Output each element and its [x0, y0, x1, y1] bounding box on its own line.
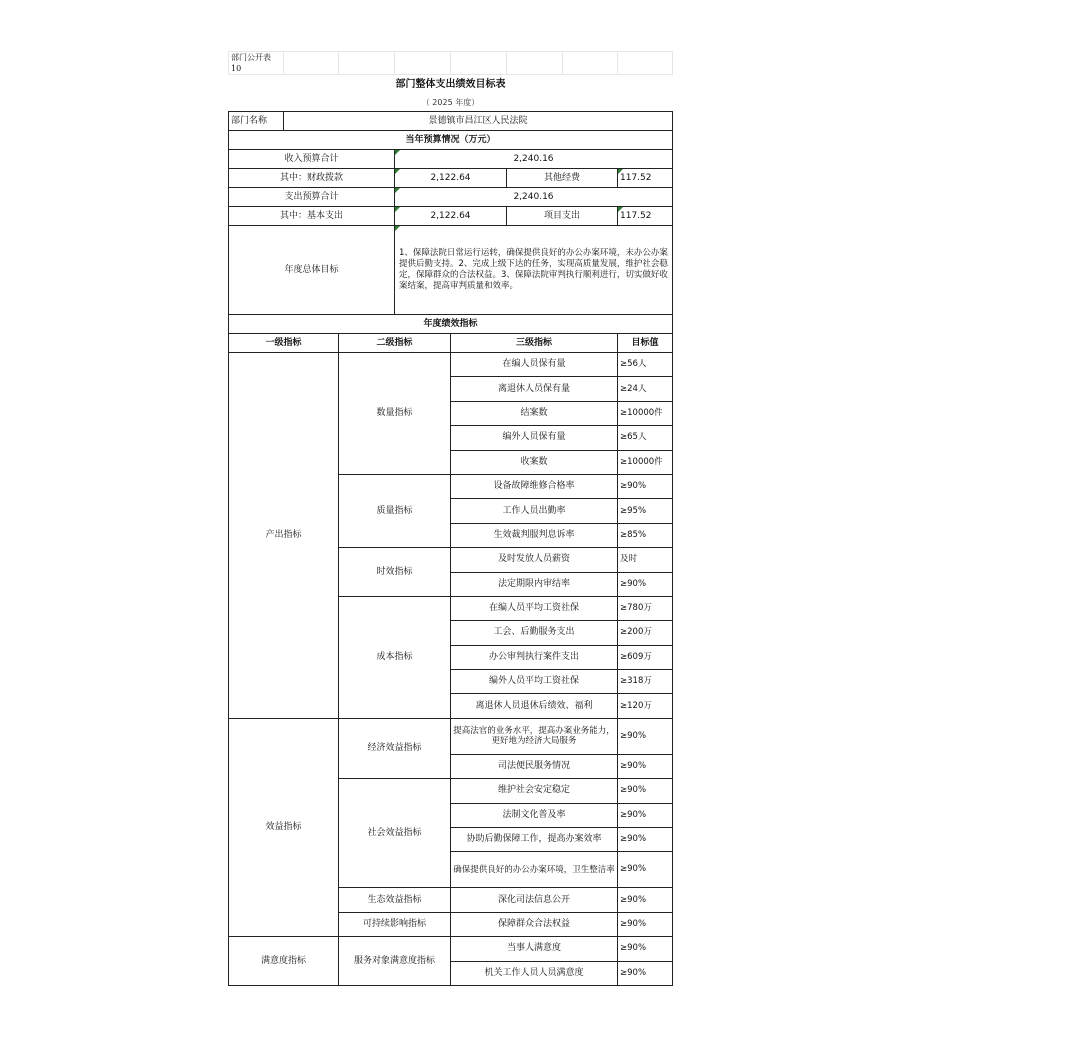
- level2-indicator: 质量指标: [339, 474, 451, 547]
- performance-target-sheet: [228, 51, 672, 986]
- other-label: 其他经费: [507, 169, 618, 188]
- dept-value: 景德镇市昌江区人民法院: [284, 112, 673, 131]
- target-value: ≥120万: [618, 694, 673, 718]
- level3-indicator: 编外人员保有量: [451, 426, 618, 450]
- target-value: ≥90%: [618, 803, 673, 827]
- target-value: ≥85%: [618, 523, 673, 547]
- indicator-row: [229, 718, 673, 754]
- target-value: ≥90%: [618, 888, 673, 912]
- level3-indicator: 司法便民服务情况: [451, 754, 618, 778]
- target-value: ≥90%: [618, 754, 673, 778]
- project-label: 项目支出: [507, 207, 618, 226]
- basic-label: 其中：基本支出: [229, 207, 395, 226]
- year-line: （ 2025 年度）: [421, 98, 480, 108]
- level3-indicator: 结案数: [451, 401, 618, 425]
- fiscal-value: 2,122.64: [395, 169, 507, 188]
- project-value: 117.52: [618, 207, 673, 226]
- level3-indicator: 生效裁判服判息诉率: [451, 523, 618, 547]
- indicator-row: [229, 353, 673, 377]
- target-value: ≥95%: [618, 499, 673, 523]
- target-value: ≥10000件: [618, 450, 673, 474]
- level3-indicator: 设备故障维修合格率: [451, 474, 618, 498]
- level3-indicator: 收案数: [451, 450, 618, 474]
- target-value: ≥90%: [618, 572, 673, 596]
- target-value: 及时: [618, 548, 673, 572]
- expense-value: 2,240.16: [395, 188, 673, 207]
- col-header-l3: 三级指标: [451, 334, 618, 353]
- level3-indicator: 编外人员平均工资社保: [451, 670, 618, 694]
- target-value: ≥90%: [618, 779, 673, 803]
- expense-label: 支出预算合计: [229, 188, 395, 207]
- income-value: 2,240.16: [395, 150, 673, 169]
- level1-indicator: 满意度指标: [229, 937, 339, 986]
- level2-indicator: 经济效益指标: [339, 718, 451, 778]
- level3-indicator: 确保提供良好的办公办案环境，卫生整洁率: [451, 852, 618, 888]
- target-value: ≥90%: [618, 852, 673, 888]
- target-value: ≥200万: [618, 621, 673, 645]
- goal-label: 年度总体目标: [229, 226, 395, 315]
- level2-indicator: 可持续影响指标: [339, 912, 451, 936]
- level2-indicator: 服务对象满意度指标: [339, 937, 451, 986]
- level3-indicator: 提高法官的业务水平，提高办案业务能力，更好地为经济大局服务: [451, 718, 618, 754]
- target-value: ≥90%: [618, 912, 673, 936]
- dept-label: 部门名称: [229, 112, 284, 131]
- target-value: ≥10000件: [618, 401, 673, 425]
- level3-indicator: 法定期限内审结率: [451, 572, 618, 596]
- other-value: 117.52: [618, 169, 673, 188]
- level1-indicator: 效益指标: [229, 718, 339, 936]
- target-value: ≥24人: [618, 377, 673, 401]
- level3-indicator: 深化司法信息公开: [451, 888, 618, 912]
- level3-indicator: 当事人满意度: [451, 937, 618, 961]
- target-value: ≥780万: [618, 596, 673, 620]
- basic-value: 2,122.64: [395, 207, 507, 226]
- target-value: ≥90%: [618, 718, 673, 754]
- sheet-table: [228, 51, 673, 986]
- target-value: ≥90%: [618, 961, 673, 985]
- level3-indicator: 离退休人员保有量: [451, 377, 618, 401]
- level2-indicator: 成本指标: [339, 596, 451, 718]
- level2-indicator: 数量指标: [339, 353, 451, 475]
- budget-header: 当年预算情况（万元）: [229, 131, 673, 150]
- target-value: ≥56人: [618, 353, 673, 377]
- level3-indicator: 法制文化普及率: [451, 803, 618, 827]
- level3-indicator: 在编人员保有量: [451, 353, 618, 377]
- level3-indicator: 机关工作人员人员满意度: [451, 961, 618, 985]
- income-label: 收入预算合计: [229, 150, 395, 169]
- target-value: ≥65人: [618, 426, 673, 450]
- target-value: ≥90%: [618, 828, 673, 852]
- level3-indicator: 办公审判执行案件支出: [451, 645, 618, 669]
- target-value: ≥318万: [618, 670, 673, 694]
- level3-indicator: 及时发放人员薪资: [451, 548, 618, 572]
- goal-text: 1、保障法院日常运行运转，确保提供良好的办公办案环境，未办公办案提供后勤支持。2、完成上级下达的任务，实现高质量发展，维护社会稳定，保障群众的合法权益。3、保障法院审判执行顺利进行，切实做好收案结案，提高审判质量和效率。: [395, 226, 673, 315]
- level3-indicator: 工作人员出勤率: [451, 499, 618, 523]
- page-title: 部门整体支出绩效目标表: [395, 79, 506, 91]
- level3-indicator: 保障群众合法权益: [451, 912, 618, 936]
- level2-indicator: 时效指标: [339, 548, 451, 597]
- level3-indicator: 工会、后勤服务支出: [451, 621, 618, 645]
- target-value: ≥90%: [618, 474, 673, 498]
- sheet-label: 部门公开表10: [229, 52, 284, 75]
- level3-indicator: 离退休人员退休后绩效、福利: [451, 694, 618, 718]
- level1-indicator: 产出指标: [229, 353, 339, 719]
- col-header-l1: 一级指标: [229, 334, 339, 353]
- col-header-l2: 二级指标: [339, 334, 451, 353]
- target-value: ≥609万: [618, 645, 673, 669]
- target-value: ≥90%: [618, 937, 673, 961]
- col-header-target: 目标值: [618, 334, 673, 353]
- fiscal-label: 其中：财政拨款: [229, 169, 395, 188]
- indicator-row: [229, 937, 673, 961]
- level3-indicator: 协助后勤保障工作，提高办案效率: [451, 828, 618, 852]
- level3-indicator: 维护社会安定稳定: [451, 779, 618, 803]
- level2-indicator: 生态效益指标: [339, 888, 451, 912]
- level2-indicator: 社会效益指标: [339, 779, 451, 888]
- level3-indicator: 在编人员平均工资社保: [451, 596, 618, 620]
- indicators-header: 年度绩效指标: [229, 315, 673, 334]
